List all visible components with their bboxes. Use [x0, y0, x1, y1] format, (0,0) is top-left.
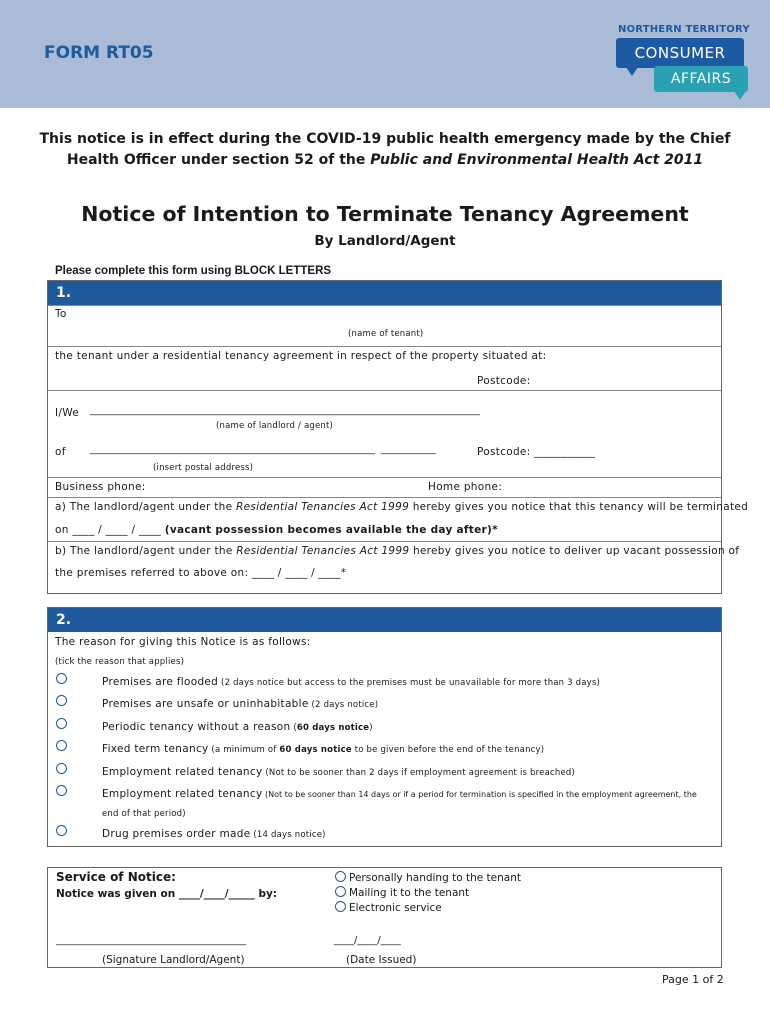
- phone-row[interactable]: [48, 477, 721, 497]
- option-a-line1: [55, 501, 748, 513]
- reason-label: Drug premises order made: [102, 828, 251, 840]
- logo-line2: AFFAIRS: [670, 71, 732, 87]
- radio-unsafe[interactable]: [56, 695, 67, 706]
- page-title: Notice of Intention to Terminate Tenancy Agreement: [81, 202, 689, 226]
- reason-label: Premises are flooded: [102, 676, 219, 688]
- reason-employment-2days: [102, 766, 575, 778]
- reasons-body: [48, 632, 721, 846]
- reason-label: Premises are unsafe or uninhabitable: [102, 698, 309, 710]
- notice-line2: [30, 150, 740, 171]
- logo-speech-bubble-2: [654, 66, 748, 92]
- iwe-label: I/We: [55, 407, 80, 419]
- service-of-notice-box: [47, 867, 722, 968]
- to-label: To: [55, 308, 67, 320]
- landlord-row[interactable]: [48, 390, 721, 477]
- insert-postal-hint: (insert postal address): [153, 463, 254, 473]
- page-number: Page 1 of 2: [662, 973, 724, 986]
- signature-line[interactable]: ______________________________________: [56, 935, 246, 946]
- option-b-row: [48, 541, 740, 592]
- option-a-line2[interactable]: [55, 524, 498, 536]
- property-row[interactable]: [48, 346, 721, 390]
- radio-flooded[interactable]: [56, 673, 67, 684]
- reason-drug-premises: [102, 828, 326, 840]
- notice-line2-prefix: Health Officer under section 52 of the: [66, 152, 371, 168]
- page-subtitle: By Landlord/Agent: [314, 233, 456, 249]
- notice-given-on[interactable]: Notice was given on ____/____/_____ by:: [56, 888, 278, 900]
- of-line-2[interactable]: ___________: [381, 444, 436, 455]
- name-of-landlord-hint: (name of landlord / agent): [216, 421, 334, 431]
- option-a-act: Residential Tenancies Act 1999: [236, 501, 410, 513]
- covid-notice: [30, 129, 740, 171]
- radio-fixed-term[interactable]: [56, 740, 67, 751]
- logo-top-text: NORTHERN TERRITORY: [618, 24, 750, 35]
- logo-speech-bubble-1: [616, 38, 744, 68]
- notice-line1: This notice is in effect during the COVID-19 public health emergency made by the Chief: [39, 131, 731, 147]
- reason-note: (14 days notice): [250, 830, 326, 840]
- reason-label: Employment related tenancy: [102, 766, 263, 778]
- option-a-row: [48, 497, 749, 541]
- option-a-prefix: a) The landlord/agent under the: [55, 501, 237, 513]
- method-electronic: Electronic service: [349, 902, 442, 914]
- option-b-act: Residential Tenancies Act 1999: [236, 545, 410, 557]
- section-1-heading: 1.: [48, 281, 721, 305]
- section-2-heading: 2.: [48, 608, 721, 632]
- date-label: (Date Issued): [346, 954, 417, 966]
- reason-periodic: [102, 721, 373, 733]
- method-personally: Personally handing to the tenant: [349, 872, 521, 884]
- tick-text: (tick the reason that applies): [55, 657, 185, 667]
- instruction: Please complete this form using BLOCK LETTERS: [55, 265, 332, 277]
- reason-employment-14days-line2: end of that period): [102, 809, 186, 819]
- home-phone-label: Home phone:: [428, 481, 503, 493]
- reason-note: (Not to be sooner than 2 days if employment agreement is breached): [262, 768, 575, 778]
- option-b-line1: [55, 545, 739, 557]
- radio-employment-14days[interactable]: [56, 785, 67, 796]
- property-text: the tenant under a residential tenancy agreement in respect of the property situated at:: [55, 350, 547, 362]
- consumer-affairs-logo: [612, 24, 752, 102]
- name-of-tenant-hint: (name of tenant): [348, 329, 424, 339]
- notice-act-name: Public and Environmental Health Act 2011: [370, 152, 704, 168]
- reason-fixed-term: [102, 743, 544, 755]
- iwe-line[interactable]: ______________________________________________________________________________: [90, 405, 480, 416]
- reason-note-bold: 60 days notice: [279, 745, 352, 755]
- reason-note-after: to be given before the end of the tenancy): [351, 745, 545, 755]
- reason-label: Fixed term tenancy: [102, 743, 209, 755]
- logo-tail-1: [626, 67, 638, 76]
- signature-label: (Signature Landlord/Agent): [102, 954, 245, 966]
- of-line[interactable]: _________________________________________________________: [90, 444, 375, 455]
- date-line[interactable]: ____/____/____: [334, 935, 401, 946]
- radio-periodic[interactable]: [56, 718, 67, 729]
- reason-text: The reason for giving this Notice is as follows:: [55, 636, 311, 648]
- logo-tail-2: [734, 91, 746, 100]
- form-code: FORM RT05: [44, 43, 154, 63]
- reason-note: (2 days notice but access to the premises must be unavailable for more than 3 days): [218, 678, 601, 688]
- reason-note: (a minimum of: [208, 745, 280, 755]
- reason-flooded: [102, 676, 600, 688]
- of-label: of: [55, 446, 66, 458]
- section-2: [47, 607, 722, 847]
- radio-personally-handing[interactable]: [335, 871, 346, 882]
- option-b-suffix: hereby gives you notice to deliver up vacant possession of: [409, 545, 740, 557]
- tenant-row[interactable]: [48, 305, 721, 346]
- section-1: [47, 280, 749, 594]
- postcode-label: Postcode:: [477, 375, 531, 387]
- postcode-field[interactable]: Postcode: ___________: [477, 446, 596, 458]
- option-b-prefix: b) The landlord/agent under the: [55, 545, 237, 557]
- reason-note-bold: 60 days notice: [296, 723, 370, 733]
- logo-line1: CONSUMER: [634, 44, 726, 62]
- option-a-date: on ____ / ____ / ____: [55, 524, 165, 536]
- option-a-vacant-note: (vacant possession becomes available the day after)*: [164, 524, 498, 536]
- radio-mailing[interactable]: [335, 886, 346, 897]
- service-heading: Service of Notice:: [56, 870, 176, 884]
- reason-note: (Not to be sooner than 14 days or if a period for termination is specified in the employment agreement, the: [262, 790, 697, 799]
- option-a-suffix: hereby gives you notice that this tenancy will be terminated: [409, 501, 749, 513]
- radio-employment-2days[interactable]: [56, 763, 67, 774]
- option-b-line2[interactable]: the premises referred to above on: ____ / ____ / ____*: [55, 567, 347, 579]
- reason-employment-14days: [102, 788, 697, 800]
- radio-electronic[interactable]: [335, 901, 346, 912]
- reason-unsafe: [102, 698, 378, 710]
- radio-drug-premises[interactable]: [56, 825, 67, 836]
- reason-note-after: ): [369, 723, 373, 733]
- reason-note: (2 days notice): [308, 700, 379, 710]
- business-phone-label: Business phone:: [55, 481, 146, 493]
- method-mailing: Mailing it to the tenant: [349, 887, 470, 899]
- reason-label: Periodic tenancy without a reason: [102, 721, 291, 733]
- reason-note: (: [290, 723, 297, 733]
- reason-label: Employment related tenancy: [102, 788, 263, 800]
